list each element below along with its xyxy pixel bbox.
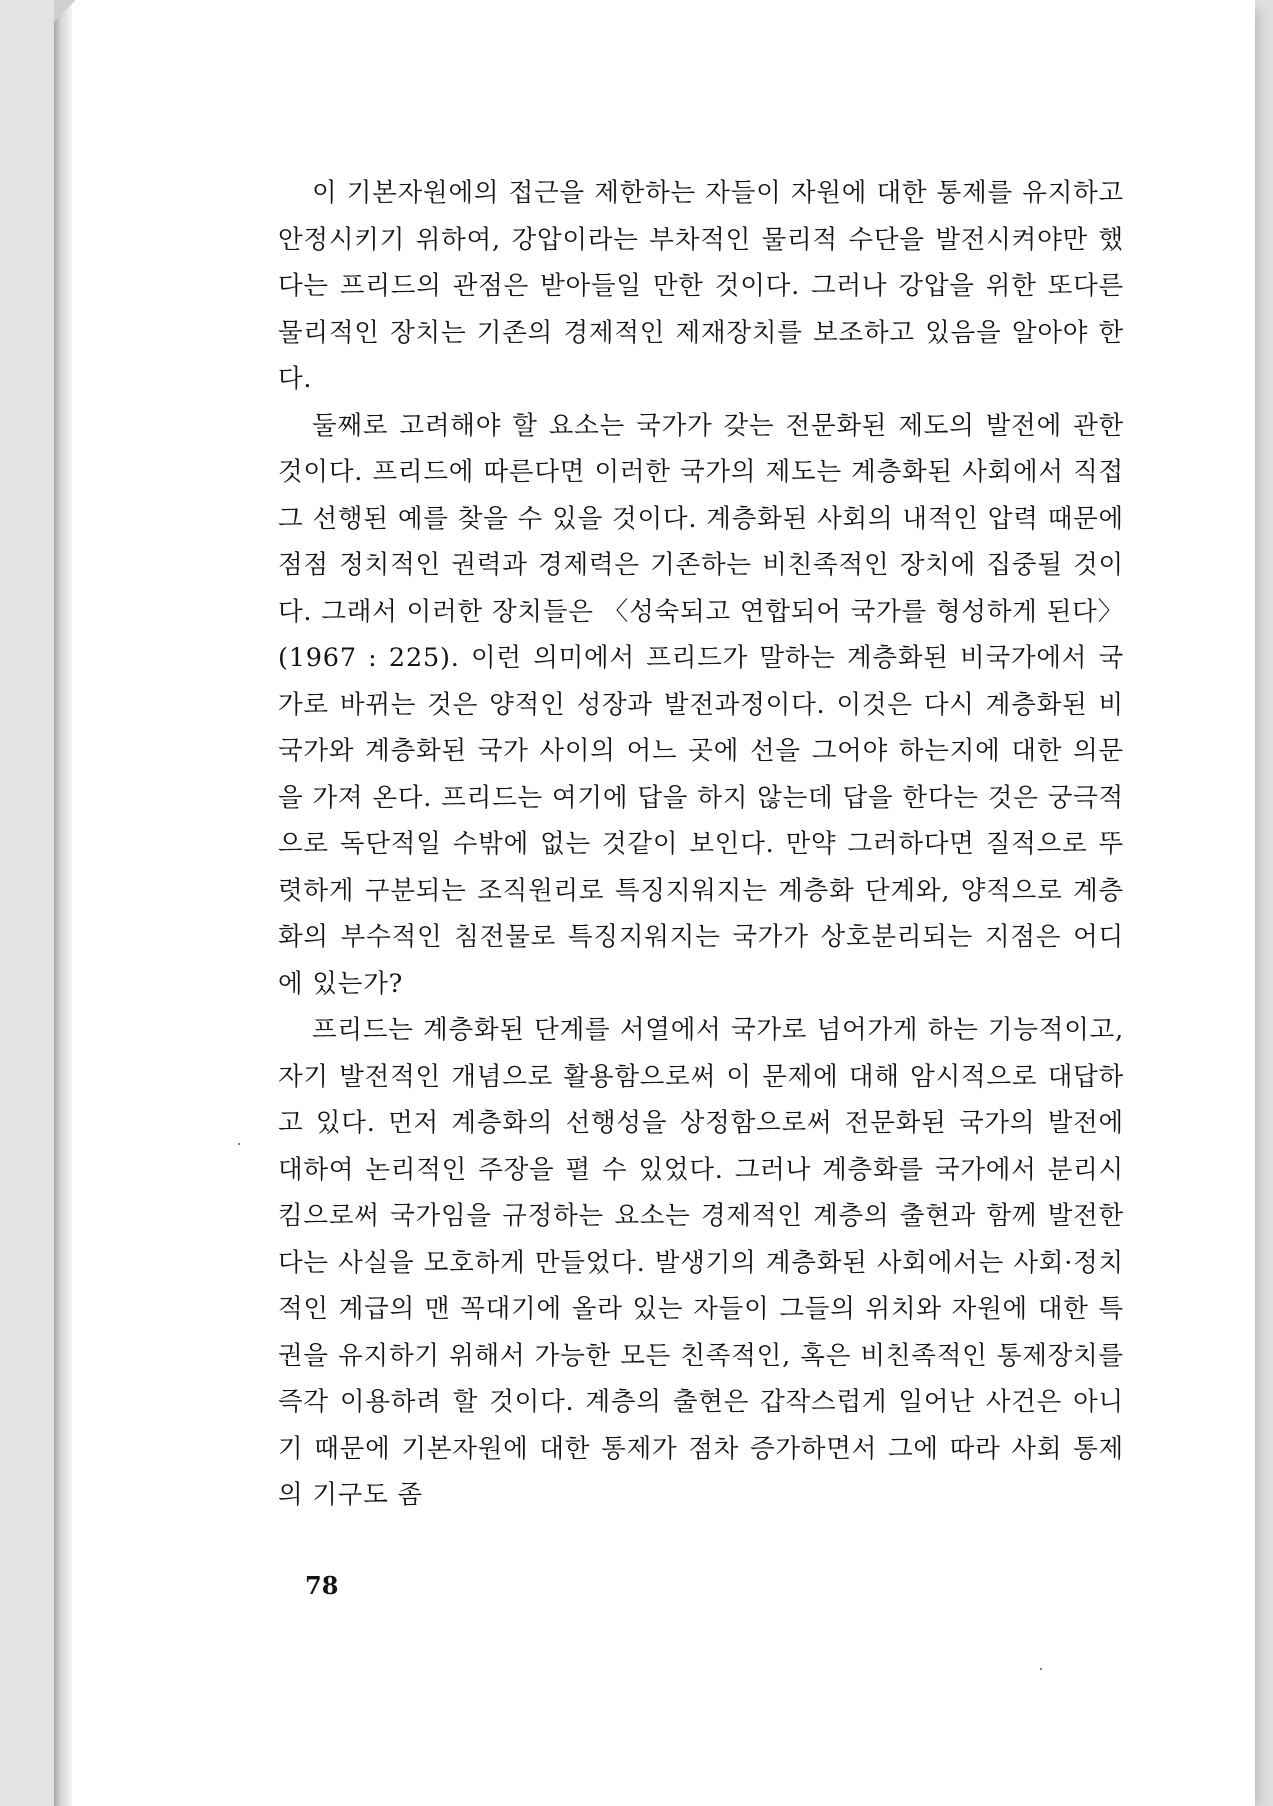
page-number: 78 — [305, 1571, 339, 1600]
body-text — [278, 170, 1124, 1519]
paragraph-1: 이 기본자원에의 접근을 제한하는 자들이 자원에 대한 통제를 유지하고 안정시키기 위하여, 강압이라는 부차적인 물리적 수단을 발전시켜야만 했다는 프리드의 관점은 받아들일 만한 것이다. 그러나 강압을 위한 또다른 물리적인 장치는 기존의 경제적인 제재장치를 보조하고 있음을 알아야 한다. — [278, 178, 1124, 394]
scan-speck — [238, 1143, 240, 1145]
paragraph-2: 둘째로 고려해야 할 요소는 국가가 갖는 전문화된 제도의 발전에 관한 것이다. 프리드에 따른다면 이러한 국가의 제도는 계층화된 사회에서 직접 그 선행된 예를 찾을 수 있을 것이다. 계층화된 사회의 내적인 압력 때문에 점점 정치적인 권력과 경제력은 기존하는 비친족적인 장치에 집중될 것이다. 그래서 이러한 장치들은 〈성숙되고 연합되어 국가를 형성하게 된다〉(1967 : 225). 이런 의미에서 프리드가 말하는 계층화된 비국가에서 국가로 바뀌는 것은 양적인 성장과 발전과정이다. 이것은 다시 계층화된 비국가와 계층화된 국가 사이의 어느 곳에 선을 그어야 하는지에 대한 의문을 가져 온다. 프리드는 여기에 답을 하지 않는데 답을 한다는 것은 궁극적으로 독단적일 수밖에 없는 것같이 보인다. 만약 그러하다면 질적으로 뚜렷하게 구분되는 조직원리로 특징지워지는 계층화 단계와, 양적으로 계층화의 부수적인 침전물로 특징지워지는 국가가 상호분리되는 지점은 어디에 있는가? — [278, 410, 1124, 999]
page-spine-edge — [54, 0, 72, 1806]
scan-speck — [1040, 1668, 1042, 1670]
page-corner — [54, 0, 76, 22]
paragraph-3: 프리드는 계층화된 단계를 서열에서 국가로 넘어가게 하는 기능적이고, 자기 발전적인 개념으로 활용함으로써 이 문제에 대해 암시적으로 대답하고 있다. 먼저 계층화의 선행성을 상정함으로써 전문화된 국가의 발전에 대하여 논리적인 주장을 펼 수 있었다. 그러나 계층화를 국가에서 분리시킴으로써 국가임을 규정하는 요소는 경제적인 계층의 출현과 함께 발전한다는 사실을 모호하게 만들었다. 발생기의 계층화된 사회에서는 사회·정치적인 계급의 맨 꼭대기에 올라 있는 자들이 그들의 위치와 자원에 대한 특권을 유지하기 위해서 가능한 모든 친족적인, 혹은 비친족적인 통제장치를 즉각 이용하려 할 것이다. 계층의 출현은 갑작스럽게 일어난 사건은 아니기 때문에 기본자원에 대한 통제가 점차 증가하면서 그에 따라 사회 통제의 기구도 좀 — [278, 1015, 1124, 1510]
